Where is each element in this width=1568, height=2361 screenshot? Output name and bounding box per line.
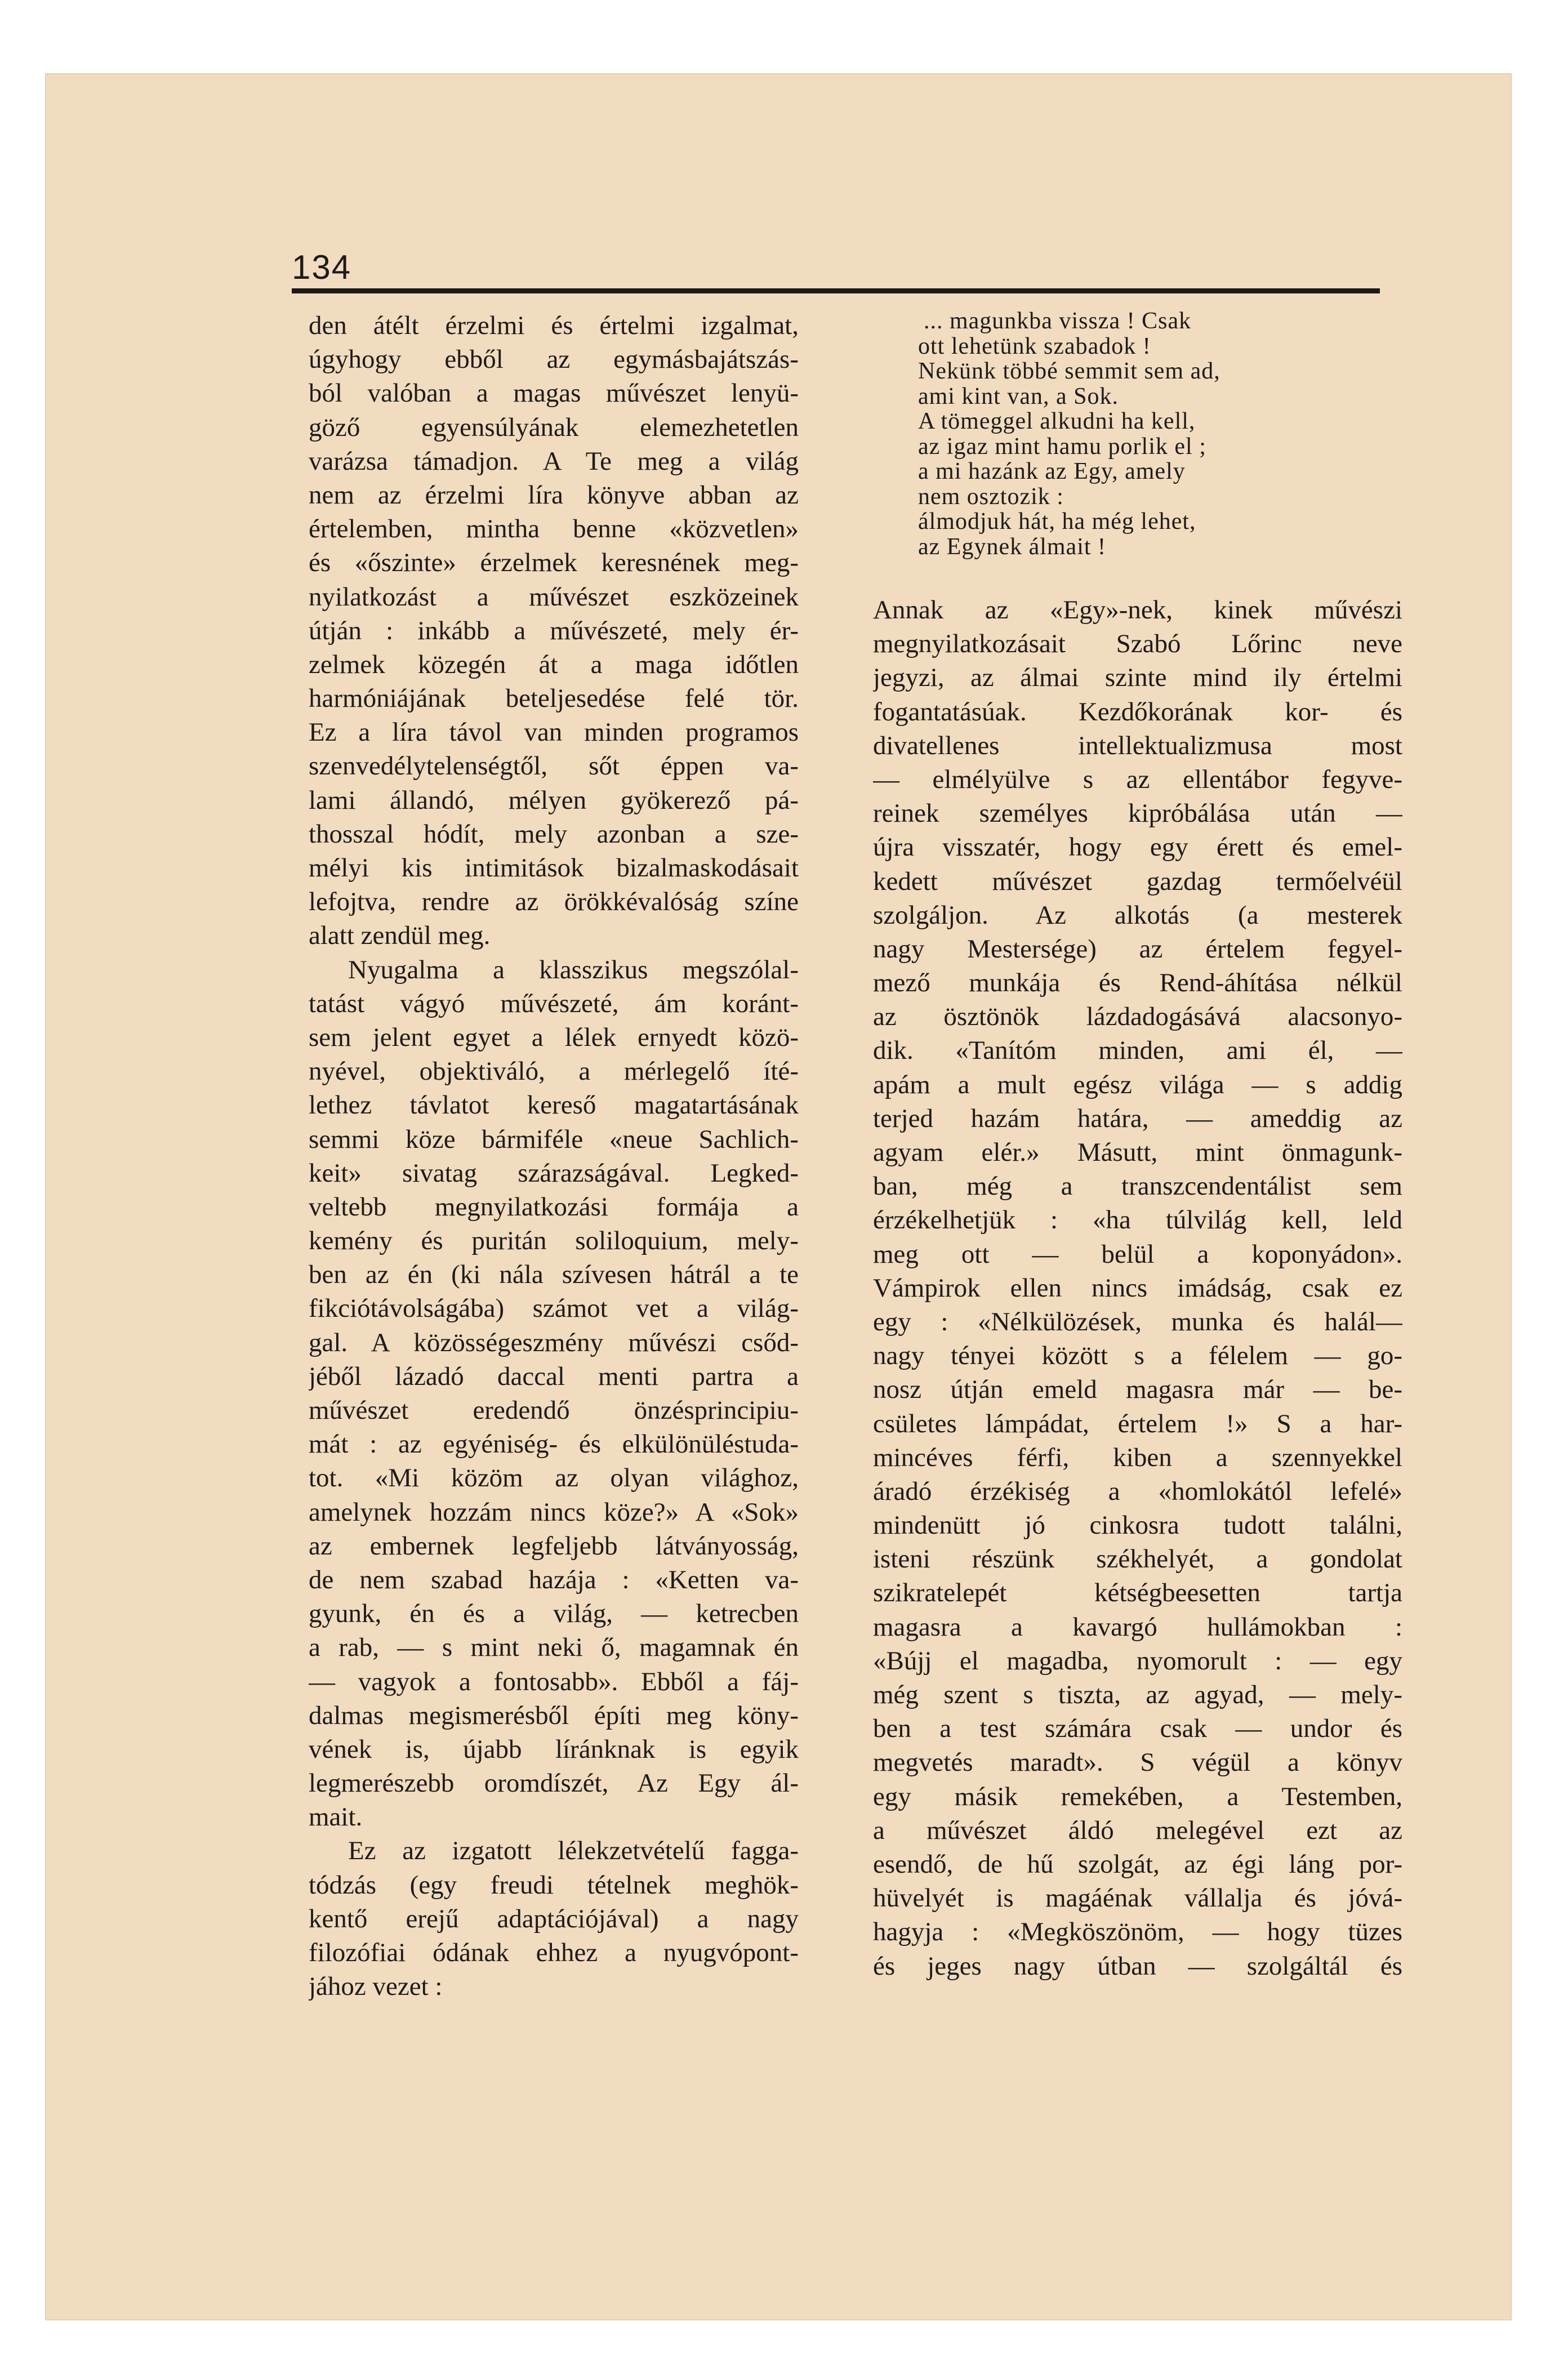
text-line: az embernek legfeljebb látványosság, xyxy=(309,1531,799,1561)
text-line: Nyugalma a klasszikus megszólal- xyxy=(348,955,799,985)
text-line: keit» sivatag szárazságával. Legked- xyxy=(309,1158,799,1188)
text-line: úgyhogy ebből az egymásbajátszás- xyxy=(309,345,799,375)
text-line: thosszal hódít, mely azonban a sze- xyxy=(309,819,799,849)
text-line: «Bújj el magadba, nyomorult : — egy xyxy=(873,1646,1402,1676)
text-line: érzékelhetjük : «ha túlvilág kell, leld xyxy=(873,1205,1402,1235)
text-line: harmóniájának beteljesedése felé tör. xyxy=(309,684,799,714)
poem-line: Nekünk többé semmit sem ad, xyxy=(918,358,1220,384)
poem-line: nem osztozik : xyxy=(918,483,1064,510)
poem-line: álmodjuk hát, ha még lehet, xyxy=(918,509,1196,534)
text-line: veltebb megnyilatkozási formája a xyxy=(309,1192,799,1222)
text-line: sem jelent egyet a lélek ernyedt közö- xyxy=(309,1022,799,1052)
text-line: egy : «Nélkülözések, munka és halál— xyxy=(873,1307,1402,1337)
text-line: nagy Mestersége) az értelem fegyel- xyxy=(873,934,1402,964)
text-line: tódzás (egy freudi tételnek meghök- xyxy=(309,1870,799,1900)
text-line: ból valóban a magas művészet lenyü- xyxy=(309,378,799,408)
poem-line: az igaz mint hamu porlik el ; xyxy=(918,433,1206,460)
text-line: tot. «Mi közöm az olyan világhoz, xyxy=(309,1463,799,1493)
poem-line: az Egynek álmait ! xyxy=(918,533,1107,560)
text-line: legmerészebb oromdíszét, Az Egy ál- xyxy=(309,1768,799,1798)
header-rule xyxy=(292,288,1380,293)
text-line: jéből lázadó daccal menti partra a xyxy=(309,1361,799,1391)
text-line: Vámpirok ellen nincs imádság, csak ez xyxy=(873,1273,1402,1303)
text-line: nagy tényei között s a félelem — go- xyxy=(873,1341,1402,1371)
text-line: dalmas megismerésből építi meg köny- xyxy=(309,1700,799,1730)
text-line: az ösztönök lázdadogásává alacsonyo- xyxy=(873,1002,1402,1032)
poem-line: A tömeggel alkudni ha kell, xyxy=(918,408,1196,434)
right-column xyxy=(873,309,1402,1983)
text-line: nosz útján emeld magasra már — be- xyxy=(873,1375,1402,1405)
text-line: semmi köze bármiféle «neue Sachlich- xyxy=(309,1124,799,1154)
poem-quote xyxy=(918,309,1402,559)
text-line: — vagyok a fontosabb». Ebből a fáj- xyxy=(309,1667,799,1696)
poem-line: ami kint van, a Sok. xyxy=(918,383,1119,409)
text-line: vének is, újabb líránknak is egyik xyxy=(309,1734,799,1764)
text-line: — elmélyülve s az ellentábor fegyve- xyxy=(873,764,1402,794)
text-line: kemény és puritán soliloquium, mely- xyxy=(309,1226,799,1256)
text-line: isteni részünk székhelyét, a gondolat xyxy=(873,1544,1402,1574)
text-line: esendő, de hű szolgát, az égi láng por- xyxy=(873,1849,1402,1879)
text-line: nyével, objektiváló, a mérlegelő íté- xyxy=(309,1057,799,1086)
text-line: egy másik remekében, a Testemben, xyxy=(873,1781,1402,1811)
text-line: még szent s tiszta, az agyad, — mely- xyxy=(873,1680,1402,1709)
text-line: terjed hazám határa, — ameddig az xyxy=(873,1103,1402,1133)
text-line: agyam elér.» Másutt, mint önmagunk- xyxy=(873,1138,1402,1167)
right-column-prose xyxy=(873,593,1402,1983)
text-line: mező munkája és Rend-áhítása nélkül xyxy=(873,968,1402,998)
text-line: tatást vágyó művészeté, ám koránt- xyxy=(309,988,799,1018)
page-number: 134 xyxy=(292,248,352,286)
text-line: fogantatásúak. Kezdőkorának kor- és xyxy=(873,697,1402,727)
text-line: lami állandó, mélyen gyökerező pá- xyxy=(309,785,799,815)
text-line: ben a test számára csak — undor és xyxy=(873,1714,1402,1744)
text-line: göző egyensúlyának elemezhetetlen xyxy=(309,412,799,442)
text-line: varázsa támadjon. A Te meg a világ xyxy=(309,446,799,476)
text-line: ban, még a transzcendentálist sem xyxy=(873,1171,1402,1201)
text-line: áradó érzékiség a «homlokától lefelé» xyxy=(873,1476,1402,1506)
text-line: apám a mult egész világa — s addig xyxy=(873,1070,1402,1099)
text-line: meg ott — belül a koponyádon». xyxy=(873,1239,1402,1269)
poem-line: ott lehetünk szabadok ! xyxy=(918,333,1151,359)
text-line: filozófiai ódának ehhez a nyugvópont- xyxy=(309,1938,799,1967)
text-line: divatellenes intellektualizmusa most xyxy=(873,730,1402,760)
text-line: den átélt érzelmi és értelmi izgalmat, xyxy=(309,311,799,340)
text-line: reinek személyes kipróbálása után — xyxy=(873,799,1402,828)
text-line: fikciótávolságába) számot vet a világ- xyxy=(309,1294,799,1324)
text-line: gyunk, én és a világ, — ketrecben xyxy=(309,1599,799,1629)
text-line: Annak az «Egy»-nek, kinek művészi xyxy=(873,595,1402,625)
text-line: szolgáljon. Az alkotás (a mesterek xyxy=(873,900,1402,930)
text-line: megvetés maradt». S végül a könyv xyxy=(873,1748,1402,1778)
text-line: alatt zendül meg. xyxy=(309,921,491,951)
text-line: útján : inkább a művészeté, mely ér- xyxy=(309,616,799,645)
text-line: kentő erejű adaptációjával) a nagy xyxy=(309,1904,799,1934)
text-line: mélyi kis intimitások bizalmaskodásait xyxy=(309,853,799,883)
text-line: dik. «Tanítóm minden, ami él, — xyxy=(873,1036,1402,1066)
text-line: magasra a kavargó hullámokban : xyxy=(873,1612,1402,1642)
text-line: hagyja : «Megköszönöm, — hogy tüzes xyxy=(873,1917,1402,1947)
text-line: a művészet áldó melegével ezt az xyxy=(873,1815,1402,1845)
text-line: hüvelyét is magáénak vállalja és jóvá- xyxy=(873,1883,1402,1913)
text-line: gal. A közösségeszmény művészi csőd- xyxy=(309,1327,799,1357)
text-line: Ez a líra távol van minden programos xyxy=(309,718,799,747)
text-line: és «őszinte» érzelmek keresnének meg- xyxy=(309,548,799,578)
text-line: Ez az izgatott lélekzetvételű fagga- xyxy=(348,1836,799,1866)
text-line: szenvedélytelenségtől, sőt éppen va- xyxy=(309,751,799,781)
text-line: mincéves férfi, kiben a szennyekkel xyxy=(873,1442,1402,1472)
text-line: újra visszatér, hogy egy érett és emel- xyxy=(873,832,1402,862)
text-line: jegyzi, az álmai szinte mind ily értelmi xyxy=(873,663,1402,693)
text-line: értelemben, mintha benne «közvetlen» xyxy=(309,514,799,544)
text-line: szikratelepét kétségbeesetten tartja xyxy=(873,1578,1402,1608)
text-line: kedett művészet gazdag termőelvéül xyxy=(873,866,1402,896)
text-line: megnyilatkozásait Szabó Lőrinc neve xyxy=(873,629,1402,659)
text-line: ben az én (ki nála szívesen hátrál a te xyxy=(309,1260,799,1290)
text-line: de nem szabad hazája : «Ketten va- xyxy=(309,1565,799,1594)
text-line: mindenütt jó cinkosra tudott találni, xyxy=(873,1511,1402,1540)
left-column xyxy=(309,309,799,2003)
text-line: és jeges nagy útban — szolgáltál és xyxy=(873,1951,1402,1981)
text-line: csületes lámpádat, értelem !» S a har- xyxy=(873,1409,1402,1438)
text-line: lefojtva, rendre az örökkévalóság színe xyxy=(309,887,799,917)
text-line: zelmek közegén át a maga időtlen xyxy=(309,649,799,679)
text-line: mát : az egyéniség- és elkülönüléstuda- xyxy=(309,1429,799,1459)
text-line: nyilatkozást a művészet eszközeinek xyxy=(309,582,799,612)
text-line: művészet eredendő önzésprincipiu- xyxy=(309,1396,799,1425)
poem-line: a mi hazánk az Egy, amely xyxy=(918,458,1186,484)
poem-line: ... magunkba vissza ! Csak xyxy=(924,308,1192,334)
text-line: a rab, — s mint neki ő, magamnak én xyxy=(309,1633,799,1663)
text-line: amelynek hozzám nincs köze?» A «Sok» xyxy=(309,1497,799,1527)
text-line: jához vezet : xyxy=(309,1972,443,2002)
text-line: mait. xyxy=(309,1802,363,1832)
text-line: nem az érzelmi líra könyve abban az xyxy=(309,480,799,510)
text-line: lethez távlatot kereső magatartásának xyxy=(309,1090,799,1120)
